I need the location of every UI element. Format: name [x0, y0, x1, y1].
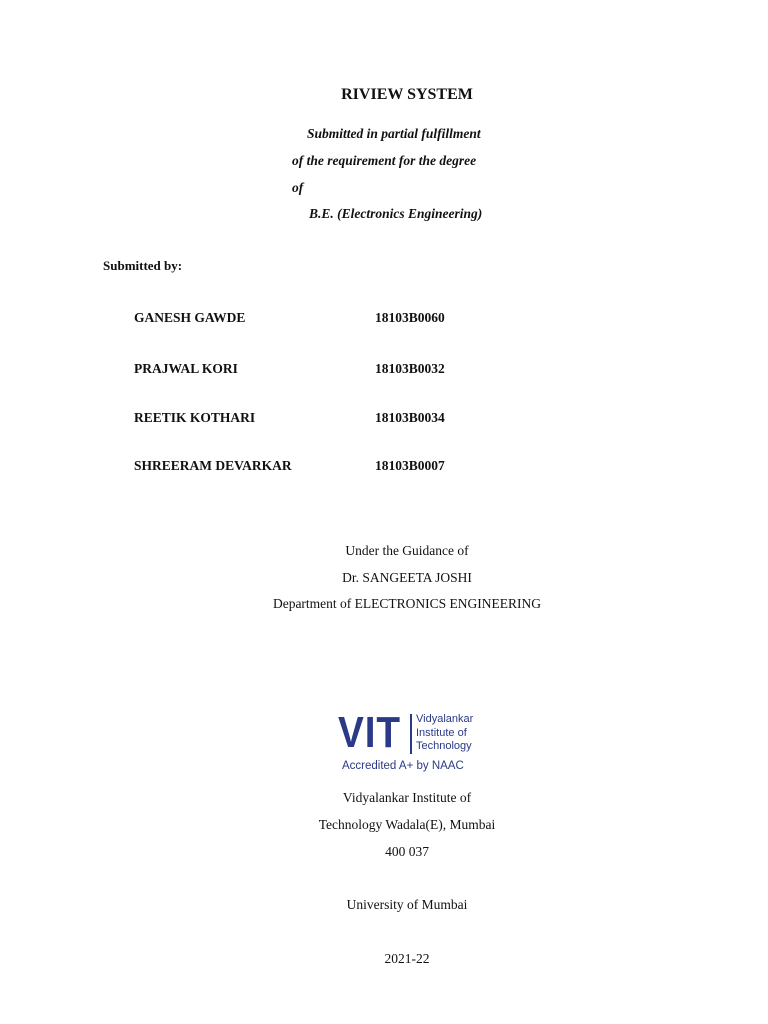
member-name: PRAJWAL KORI — [134, 361, 238, 376]
member-id: 18103B0060 — [375, 310, 445, 325]
degree-line: B.E. (Electronics Engineering) — [309, 206, 483, 221]
vit-logo-letters: VIT — [338, 708, 401, 757]
submission-line-1: Submitted in partial fulfillment — [307, 126, 481, 141]
submission-line-2: of the requirement for the degree — [292, 153, 477, 168]
university-name: University of Mumbai — [346, 897, 468, 912]
member-id: 18103B0007 — [375, 458, 445, 473]
guidance-label: Under the Guidance of — [345, 543, 469, 558]
submission-line-3: of — [292, 180, 304, 195]
institute-line-2: Technology Wadala(E), Mumbai — [318, 817, 496, 832]
institute-pincode: 400 037 — [385, 844, 429, 859]
member-id: 18103B0032 — [375, 361, 445, 376]
department-name: Department of ELECTRONICS ENGINEERING — [272, 596, 542, 611]
logo-institute-name: Vidyalankar Institute of Technology — [416, 713, 474, 752]
member-name: REETIK KOTHARI — [134, 410, 256, 425]
member-id: 18103B0034 — [375, 410, 445, 425]
institute-line-1: Vidyalankar Institute of — [342, 790, 472, 805]
member-name: SHREERAM DEVARKAR — [134, 458, 292, 473]
document-title: RIVIEW SYSTEM — [341, 86, 473, 103]
vit-logo — [338, 708, 478, 777]
logo-divider — [410, 714, 412, 754]
member-name: GANESH GAWDE — [134, 310, 246, 325]
submitted-by-label: Submitted by: — [103, 258, 183, 273]
logo-accreditation: Accredited A+ by NAAC — [342, 760, 464, 772]
guide-name: Dr. SANGEETA JOSHI — [342, 570, 472, 585]
academic-year: 2021-22 — [384, 951, 430, 966]
